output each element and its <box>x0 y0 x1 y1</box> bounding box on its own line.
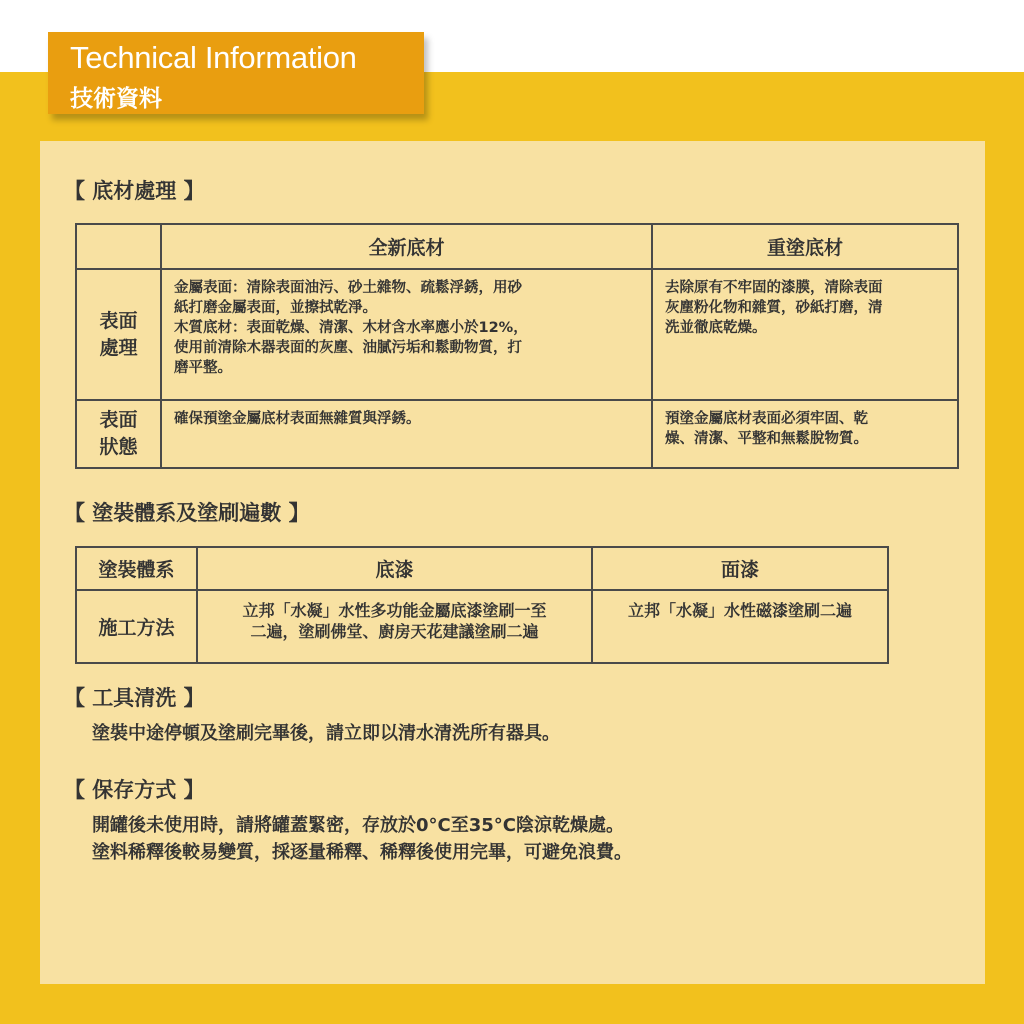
storage-text-line2: 塗料稀釋後較易變質，採逐量稀釋、稀釋後使用完畢，可避免浪費。 <box>92 842 632 863</box>
header-recoat-substrate: 重塗底材 <box>652 224 958 269</box>
row-label-surface-treatment: 表面 處理 <box>76 269 161 400</box>
cell-topcoat-application: 立邦「水凝」水性磁漆塗刷二遍 <box>592 590 888 663</box>
section-title-coating-system: 【 塗裝體系及塗刷遍數 】 <box>64 501 310 525</box>
tool-cleaning-text: 塗裝中途停頓及塗刷完畢後，請立即以清水清洗所有器具。 <box>92 723 560 744</box>
header-primer: 底漆 <box>197 547 592 590</box>
section-title-storage: 【 保存方式 】 <box>64 778 205 802</box>
table-row <box>76 400 958 468</box>
header-topcoat: 面漆 <box>592 547 888 590</box>
section-title-tool-cleaning: 【 工具清洗 】 <box>64 686 205 710</box>
cell-recoat-surface-treatment: 去除原有不牢固的漆膜，清除表面 灰塵粉化物和雜質，砂紙打磨，清 洗並徹底乾燥。 <box>652 269 958 400</box>
cell-new-surface-condition: 確保預塗金屬底材表面無雜質與浮銹。 <box>161 400 652 468</box>
title-english: Technical Information <box>70 40 357 75</box>
cell-recoat-surface-condition: 預塗金屬底材表面必須牢固、乾 燥、清潔、平整和無鬆脫物質。 <box>652 400 958 468</box>
header-new-substrate: 全新底材 <box>161 224 652 269</box>
table-row <box>76 269 958 400</box>
header-coating-system: 塗裝體系 <box>76 547 197 590</box>
row-label-application-method: 施工方法 <box>76 590 197 663</box>
table-header-row <box>76 547 888 590</box>
cell-primer-application: 立邦「水凝」水性多功能金屬底漆塗刷一至 二遍，塗刷佛堂、廚房天花建議塗刷二遍 <box>197 590 592 663</box>
storage-text-line1: 開罐後未使用時，請將罐蓋緊密，存放於0°C至35°C陰涼乾燥處。 <box>92 815 624 836</box>
substrate-table <box>75 223 959 469</box>
row-label-surface-condition: 表面 狀態 <box>76 400 161 468</box>
title-chinese: 技術資料 <box>70 86 162 112</box>
title-badge <box>48 32 424 114</box>
table-corner-cell <box>76 224 161 269</box>
section-title-substrate: 【 底材處理 】 <box>64 179 205 203</box>
table-header-row <box>76 224 958 269</box>
table-row <box>76 590 888 663</box>
cell-new-surface-treatment: 金屬表面：清除表面油污、砂土雜物、疏鬆浮銹，用砂 紙打磨金屬表面，並擦拭乾淨。 木質底材：表面乾燥、清潔、木材含水率應小於12%， 使用前清除木器表面的灰塵、油膩污垢和鬆動物質，打 磨平整。 <box>161 269 652 400</box>
coating-system-table <box>75 546 889 664</box>
